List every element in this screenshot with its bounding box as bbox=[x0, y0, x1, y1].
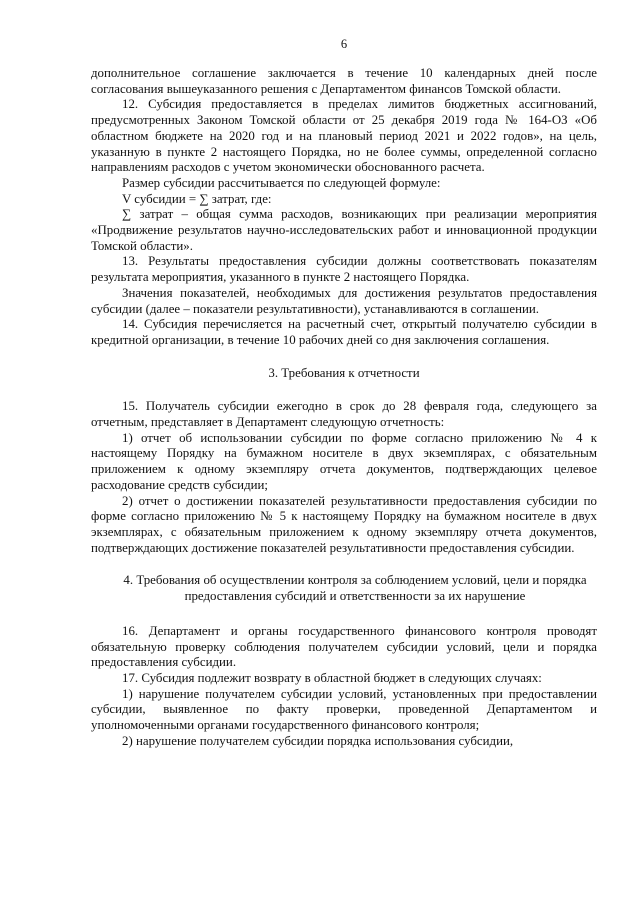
paragraph-15-item-2: 2) отчет о достижении показателей результативности предоставления субсидии по форме согласно приложению № 5 к настоящему Порядку на бумажном носителе в двух экземплярах, с обязательным приложением к одному экземпляру отчета документов, подтверждающих достижение показателей результативности предоставления субсидии. bbox=[91, 493, 597, 555]
subsidy-formula: V субсидии = ∑ затрат, где: bbox=[122, 191, 272, 206]
paragraph-indicator-values: Значения показателей, необходимых для достижения результатов предоставления субсидии (далее – показатели результативности), устанавливаются в соглашении. bbox=[91, 285, 597, 316]
paragraph-17: 17. Субсидия подлежит возврату в областной бюджет в следующих случаях: bbox=[122, 670, 542, 685]
paragraph-17-item-1: 1) нарушение получателем субсидии условий, установленных при предоставлении субсидии, выявленное по факту проверки, проведенной Департаментом и уполномоченными органами государственного финансового контроля; bbox=[91, 686, 597, 733]
paragraph-16: 16. Департамент и органы государственного финансового контроля проводят обязательную проверку соблюдения получателем субсидии условий, цели и порядка предоставления субсидии. bbox=[91, 623, 597, 670]
formula-definition: ∑ затрат – общая сумма расходов, возникающих при реализации мероприятия «Продвижение результатов научно-исследовательских работ и инновационной продукции Томской области». bbox=[91, 207, 597, 253]
section-heading-control: 4. Требования об осуществлении контроля за соблюдением условий, цели и порядка предоставления субсидий и ответственности за их нарушение bbox=[123, 573, 587, 604]
paragraph-17-item-2: 2) нарушение получателем субсидии порядка использования субсидии, bbox=[122, 733, 514, 748]
paragraph-15-item-1: 1) отчет об использовании субсидии по форме согласно приложению № 4 к настоящему Порядку на бумажном носителе в двух экземплярах, с обязательным приложением к одному экземпляру отчета документов, подтверждающих целевое расходование средств субсидии; bbox=[91, 430, 597, 492]
page-number: 6 bbox=[340, 37, 348, 51]
paragraph-continuation: дополнительное соглашение заключается в течение 10 календарных дней после согласования вышеуказанного решения с Департаментом финансов Томской области. bbox=[91, 66, 597, 96]
paragraph-14: 14. Субсидия перечисляется на расчетный счет, открытый получателю субсидии в кредитной организации, в течение 10 рабочих дней со дня заключения соглашения. bbox=[91, 317, 597, 347]
paragraph-12: 12. Субсидия предоставляется в пределах лимитов бюджетных ассигнований, предусмотренных Законом Томской области от 25 декабря 2019 года № 164-ОЗ «Об областном бюджете на 2020 год и на плановый период 2021 и 2022 годов», на цель, указанную в пункте 2 настоящего Порядка, но не более суммы, определенной согласно направлениям расходов с учетом экономически обоснованного расчета. bbox=[91, 97, 597, 175]
document-body bbox=[91, 66, 597, 749]
paragraph-13: 13. Результаты предоставления субсидии должны соответствовать показателям результата мероприятия, указанного в пункте 2 настоящего Порядка. bbox=[91, 254, 597, 285]
paragraph-15: 15. Получатель субсидии ежегодно в срок до 28 февраля года, следующего за отчетным, представляет в Департамент следующую отчетность: bbox=[91, 399, 597, 430]
paragraph-subsidy-size: Размер субсидии рассчитывается по следующей формуле: bbox=[122, 175, 441, 190]
section-heading-reporting: 3. Требования к отчетности bbox=[268, 365, 420, 380]
